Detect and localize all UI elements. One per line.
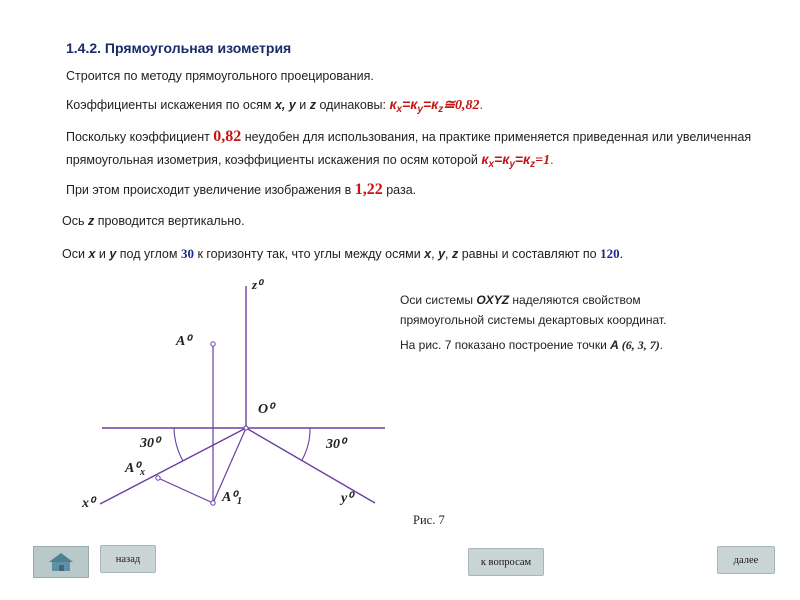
side-text-line3: На рис. 7 показано построение точки А (6, 3, 7).: [400, 338, 664, 352]
text-line-projection: Строится по методу прямоугольного проецирования.: [66, 69, 374, 83]
home-icon: [48, 552, 74, 572]
point-ax-label: $A^0_x$: [125, 461, 145, 478]
x-axis-label: x⁰: [82, 496, 95, 511]
side-text-line1: Оси системы OXYZ наделяются свойством: [400, 293, 641, 307]
text-line-z-axis: Ось z проводится вертикально.: [62, 214, 245, 228]
z-axis-label: z⁰: [252, 277, 263, 292]
figure-caption: Рис. 7: [413, 513, 445, 527]
point-ax: [156, 476, 160, 480]
questions-button[interactable]: к вопросам: [468, 548, 544, 576]
angle-left-label: 30⁰: [140, 436, 160, 451]
point-a: [211, 342, 215, 346]
angle-arc-right: [302, 428, 310, 460]
angle-arc-left: [174, 428, 183, 461]
home-button[interactable]: [33, 546, 89, 578]
page-title: 1.4.2. Прямоугольная изометрия: [66, 40, 292, 56]
text-line-inconvenient: Поскольку коэффициент 0,82 неудобен для использования, на практике применяется приведенная или увеличенная: [66, 128, 752, 145]
text-line-coefficients: Коэффициенты искажения по осям x, y и z одинаковы: $к_x=к_y=к_z≅0,82$.: [66, 96, 483, 115]
y-axis-label: y⁰: [341, 491, 353, 506]
back-button[interactable]: назад: [100, 545, 156, 573]
point-a-label: A⁰: [176, 334, 191, 349]
y-axis: [246, 428, 375, 503]
side-text-line2: прямоугольной системы декартовых координат.: [400, 313, 667, 327]
formula-k: к: [389, 96, 397, 112]
point-o: [244, 426, 248, 430]
origin-label: O⁰: [258, 402, 274, 417]
ax-a1-line: [158, 478, 213, 503]
text-line-x-y-axes: Оси x и y под углом 30 к горизонту так, что углы между осями x, y, z равны и составляют по 120.: [62, 246, 624, 261]
point-a1: [211, 501, 215, 505]
text-line-enlargement: При этом происходит увеличение изображения в 1,22 раза.: [66, 181, 417, 198]
text-line-reduced-isometry: прямоугольная изометрия, коэффициенты искажения по осям которой $к_x=к_y=к_z=1$.: [66, 151, 554, 170]
point-a1-label: $A^0_1$: [222, 490, 242, 507]
next-button[interactable]: далее: [717, 546, 775, 574]
angle-right-label: 30⁰: [326, 437, 346, 452]
